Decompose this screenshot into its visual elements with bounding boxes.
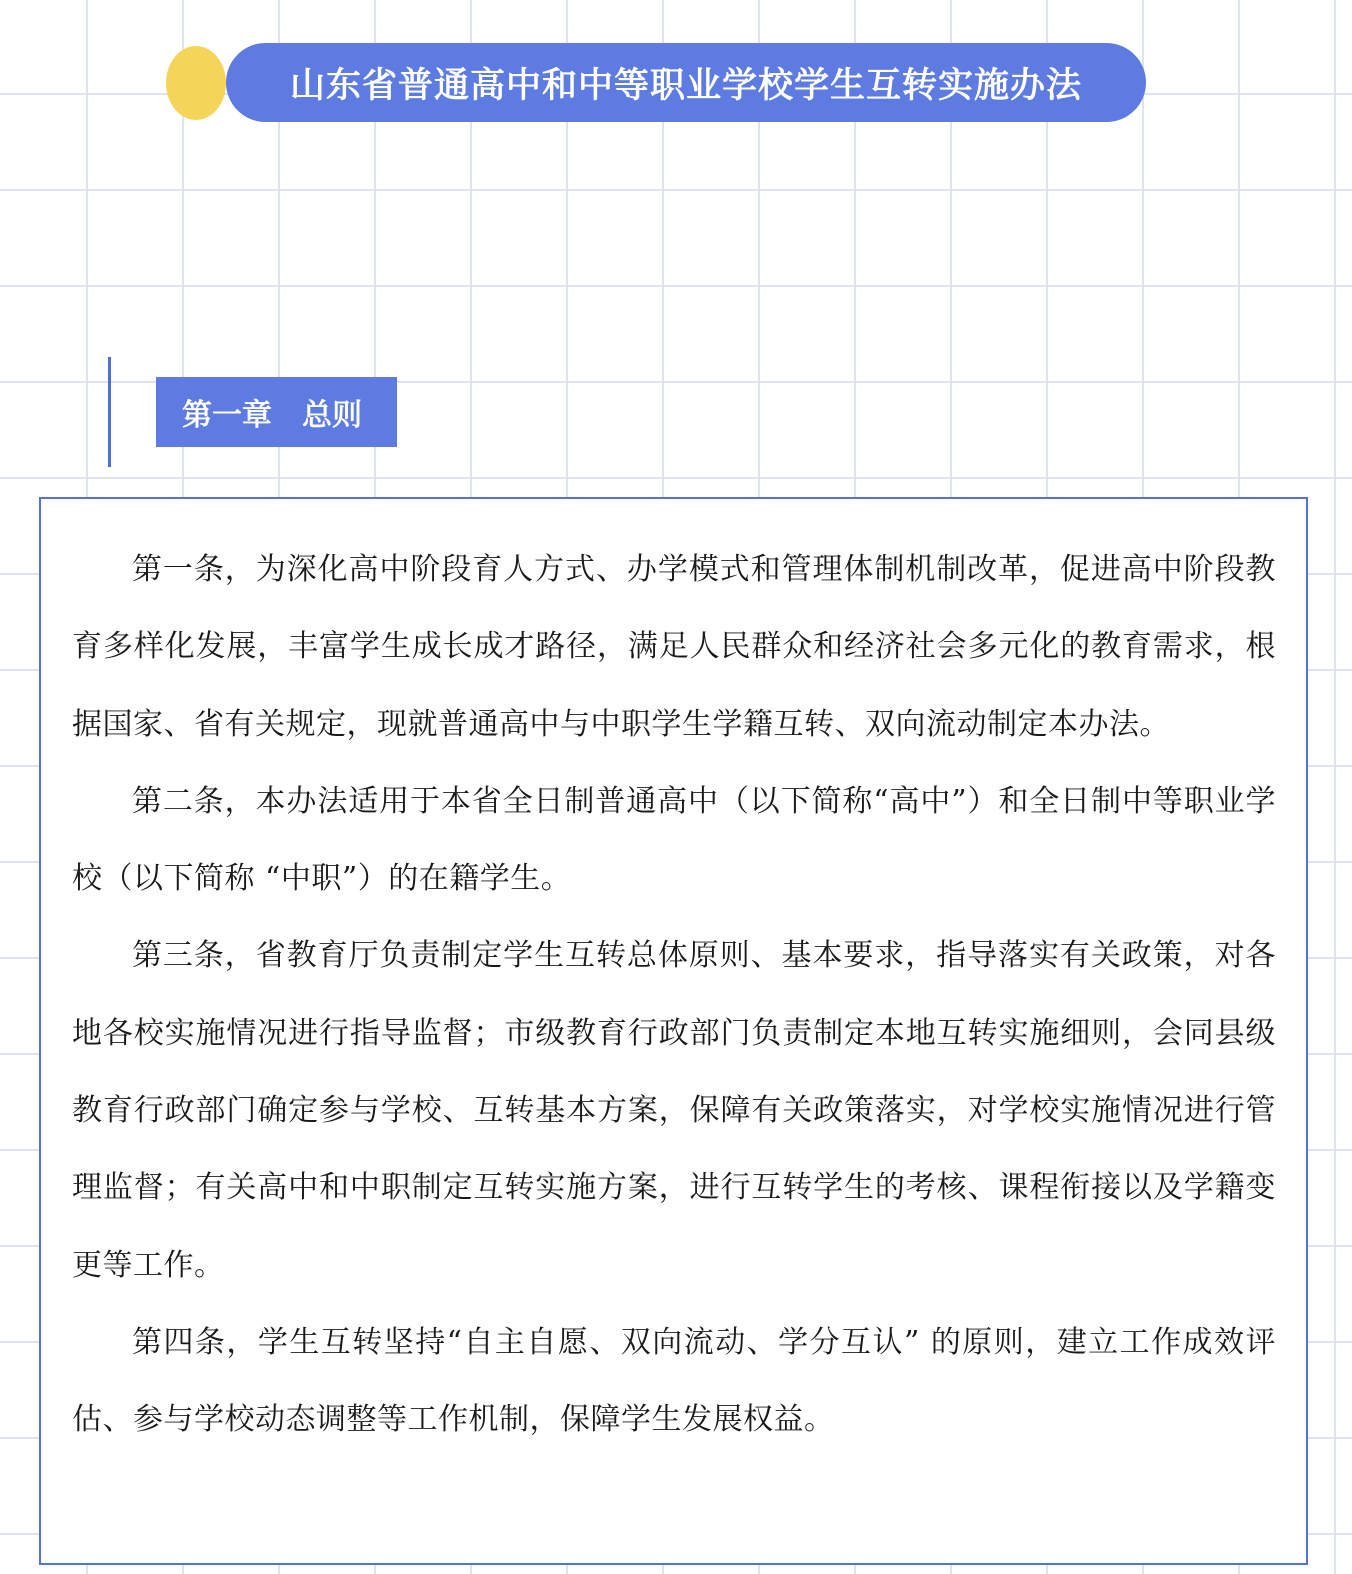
article-1: 第一条，为深化高中阶段育人方式、办学模式和管理体制机制改革，促进高中阶段教育多样化发展，丰富学生成长成才路径，满足人民群众和经济社会多元化的教育需求，根据国家、省有关规定，现就普通高中与中职学生学籍互转、双向流动制定本办法。: [72, 552, 1276, 742]
article-4: 第四条，学生互转坚持“自主自愿、双向流动、学分互认” 的原则，建立工作成效评估、参与学校动态调整等工作机制，保障学生发展权益。: [72, 1324, 1276, 1438]
chapter-accent-line: [108, 357, 111, 467]
chapter-heading: 第一章 总则: [156, 377, 397, 447]
page-title: 山东省普通高中和中等职业学校学生互转实施办法: [226, 43, 1146, 122]
article-content-box: [39, 497, 1308, 1565]
article-2: 第二条，本办法适用于本省全日制普通高中（以下简称“高中”）和全日制中等职业学校（以下简称 “中职”）的在籍学生。: [72, 783, 1276, 897]
title-decor-dot: [166, 46, 226, 120]
article-3: 第三条，省教育厅负责制定学生互转总体原则、基本要求，指导落实有关政策，对各地各校实施情况进行指导监督；市级教育行政部门负责制定本地互转实施细则，会同县级教育行政部门确定参与学校、互转基本方案，保障有关政策落实，对学校实施情况进行管理监督；有关高中和中职制定互转实施方案，进行互转学生的考核、课程衔接以及学籍变更等工作。: [72, 938, 1276, 1283]
